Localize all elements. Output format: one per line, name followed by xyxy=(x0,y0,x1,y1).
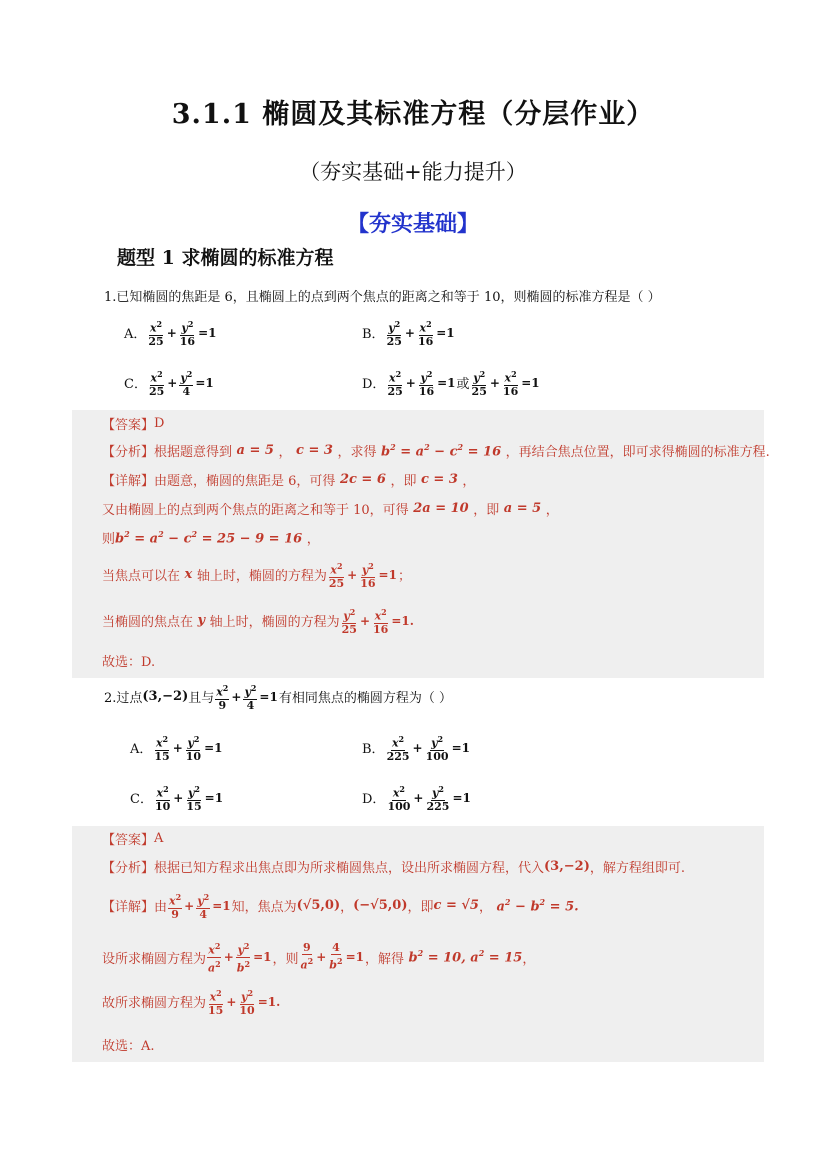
detail-text: 则 xyxy=(102,532,116,547)
fraction: $\frac{x^2}{10}$ xyxy=(154,784,171,813)
detail-text: 轴上时，椭圆的方程为 xyxy=(196,569,327,585)
plus: + xyxy=(166,325,177,340)
page-title: 3.1.1 椭圆及其标准方程（分层作业） xyxy=(171,99,655,130)
math: 2a = 10 xyxy=(408,501,474,516)
page-subtitle: （夯实基础+能力提升） xyxy=(299,160,527,184)
analysis-text: 根据题意得到 xyxy=(154,445,233,460)
fraction: $\frac{x^2}{16}$ xyxy=(373,607,389,636)
plus: + xyxy=(231,689,242,704)
q2-stem xyxy=(104,682,452,712)
fraction: $\frac{9}{a^2}$ xyxy=(300,941,314,972)
analysis-label: 【分析】 xyxy=(102,861,155,876)
analysis-text: 根据已知方程求出焦点即为所求椭圆焦点，设出所求椭圆方程，代入 xyxy=(154,861,545,876)
fraction: $\frac{x^2}{25}$ xyxy=(148,319,164,348)
option-label: D． xyxy=(362,377,386,393)
plus: + xyxy=(184,898,195,913)
math: y xyxy=(193,613,210,629)
math: a = 5 xyxy=(232,443,279,458)
plus: + xyxy=(412,740,423,755)
equals-one: =1 xyxy=(204,790,224,805)
q1-detail-line1: 【详解】 由题意，椭圆的焦距是 6，可得 2c = 6 ，即 c = 3 ， xyxy=(102,472,476,489)
plus: + xyxy=(413,790,424,805)
fraction: $\frac{y^2}{16}$ xyxy=(179,319,196,348)
equals-one: =1 xyxy=(253,950,272,965)
fraction: $\frac{y^2}{25}$ xyxy=(386,319,402,348)
detail-label: 【详解】 xyxy=(102,900,155,916)
q1-detail-line4: 当焦点可以在 x 轴上时，椭圆的方程为 $\frac{x^2}{25}$ + $\frac{y^2}{16}$ =1 ； xyxy=(102,561,411,590)
fraction: $\frac{x^2}{100}$ xyxy=(387,784,411,813)
fraction: $\frac{y^2}{16}$ xyxy=(418,369,435,398)
equals-one: =1 xyxy=(378,567,397,582)
detail-text: 轴上时，椭圆的方程为 xyxy=(209,615,340,631)
analysis-text: ，解方程组即可. xyxy=(589,861,685,876)
detail-text: ，即 xyxy=(407,900,434,916)
detail-text: 知，焦点为 xyxy=(231,900,297,916)
math: c = 3 xyxy=(416,472,463,487)
equals-one: =1 xyxy=(437,375,456,390)
equals-one: =1. xyxy=(257,994,281,1009)
q2-stem-text: 且与 xyxy=(188,691,215,707)
equals-one: =1 xyxy=(259,689,278,704)
detail-text: ，即 xyxy=(390,474,417,489)
q2-detail-line1: 【详解】 由 $\frac{x^2}{9}$ + $\frac{y^2}{4}$ =1 知，焦点为 (√5,0) ， (−√5,0) ，即 c = √5 ， $a^2 - b^2 = 5$. xyxy=(102,892,579,921)
q2-option-c[interactable] xyxy=(130,783,224,813)
plus: + xyxy=(223,950,234,965)
fraction: $\frac{x^2}{9}$ xyxy=(216,683,229,712)
plus: + xyxy=(167,375,178,390)
fraction: $\frac{y^2}{100}$ xyxy=(425,734,449,763)
q2-option-b[interactable] xyxy=(362,733,471,763)
q1-answer xyxy=(102,414,164,433)
fraction: $\frac{y^2}{225}$ xyxy=(426,784,450,813)
equals-one: =1 xyxy=(451,740,470,755)
math: $b^2 = a^2 - c^2 = 25 - 9 = 16$ xyxy=(115,528,307,547)
q2-option-d[interactable] xyxy=(362,783,472,813)
fraction: $\frac{x^2}{9}$ xyxy=(169,892,182,921)
answer-label: 【答案】 xyxy=(102,833,155,848)
plus: + xyxy=(489,375,500,390)
fraction: $\frac{x^2}{15}$ xyxy=(154,734,170,763)
q1-option-d[interactable] xyxy=(362,368,541,398)
plus: + xyxy=(172,740,183,755)
q2-detail-line2: 设所求椭圆方程为 $\frac{x^2}{a^2}$ + $\frac{y^2}{b^2}$ =1 ，则 $\frac{9}{a^2}$ + $\frac{4}{b^2}$ =1 ，解得 $b^2 = 10$, $a^2 = 15$ ， xyxy=(102,941,536,975)
fraction: $\frac{x^2}{25}$ xyxy=(148,369,165,398)
fraction: $\frac{y^2}{25}$ xyxy=(471,369,487,398)
detail-text: 设所求椭圆方程为 xyxy=(102,951,207,967)
q1-detail-line3: 则 $b^2 = a^2 - c^2 = 25 - 9 = 16$ ， xyxy=(102,528,320,547)
fraction: $\frac{y^2}{4}$ xyxy=(244,683,257,712)
equals-one: =1 xyxy=(195,375,214,390)
answer-value: D xyxy=(154,416,165,431)
answer-label: 【答案】 xyxy=(102,418,155,433)
equals-one: =1 xyxy=(204,740,223,755)
question-type-heading: 题型 1 求椭圆的标准方程 xyxy=(117,247,334,269)
q1-detail-line5 xyxy=(102,606,415,636)
math: $b^2 = a^2 - c^2 = 16$ xyxy=(376,441,506,460)
analysis-text: ，求得 xyxy=(337,445,377,460)
q2-stem-text: 有相同焦点的椭圆方程为（ ） xyxy=(278,691,452,707)
detail-text: 由题意，椭圆的焦距是 6，可得 xyxy=(154,474,336,489)
fraction: $\frac{y^2}{4}$ xyxy=(197,892,210,921)
q2-detail-line3 xyxy=(102,987,281,1017)
option-label: B． xyxy=(362,742,385,758)
math: c = 3 xyxy=(291,443,338,458)
fraction: $\frac{x^2}{225}$ xyxy=(386,734,410,763)
plus: + xyxy=(173,790,184,805)
plus: + xyxy=(226,994,237,1009)
q1-option-c[interactable] xyxy=(124,368,215,398)
equals-one: =1 xyxy=(452,790,471,805)
fraction: $\frac{y^2}{10}$ xyxy=(185,734,202,763)
answer-value: A xyxy=(154,831,164,846)
option-label: B． xyxy=(362,327,385,343)
option-label: D． xyxy=(362,792,386,808)
detail-text: 由 xyxy=(154,900,168,916)
fraction: $\frac{x^2}{15}$ xyxy=(208,988,224,1017)
math: 2c = 6 xyxy=(335,472,391,487)
math: a = 5 xyxy=(499,501,546,516)
fraction: $\frac{4}{b^2}$ xyxy=(329,941,343,972)
q1-option-b[interactable] xyxy=(362,318,456,348)
option-label: A． xyxy=(124,327,147,343)
detail-text: ，解得 xyxy=(364,951,404,967)
fraction: $\frac{y^2}{4}$ xyxy=(180,369,193,398)
or-text: 或 xyxy=(456,377,470,393)
fraction: $\frac{y^2}{25}$ xyxy=(341,607,357,636)
q1-stem: 1.已知椭圆的焦距是 6，且椭圆上的点到两个焦点的距离之和等于 10，则椭圆的标准方程是（ ） xyxy=(104,290,661,305)
fraction: $\frac{x^2}{25}$ xyxy=(328,561,345,590)
equals-one: =1 xyxy=(212,898,231,913)
detail-label: 【详解】 xyxy=(102,474,155,489)
equals-one: =1 xyxy=(345,950,364,965)
q2-answer xyxy=(102,829,163,848)
fraction: $\frac{x^2}{16}$ xyxy=(417,319,434,348)
fraction: $\frac{y^2}{10}$ xyxy=(239,988,255,1017)
option-label: C． xyxy=(130,792,153,808)
plus: + xyxy=(347,567,358,582)
math: c = √5 xyxy=(433,898,479,914)
fraction: $\frac{y^2}{b^2}$ xyxy=(236,941,251,975)
point: (3,−2) xyxy=(142,689,189,705)
point: (3,−2) xyxy=(544,859,590,874)
detail-text: 故所求椭圆方程为 xyxy=(102,996,207,1012)
detail-text: 又由椭圆上的点到两个焦点的距离之和等于 10，可得 xyxy=(102,503,409,518)
q1-choose: 故选：D. xyxy=(102,655,156,670)
option-label: C． xyxy=(124,377,147,393)
fraction: $\frac{x^2}{16}$ xyxy=(502,369,519,398)
detail-text: 当椭圆的焦点在 xyxy=(102,615,194,631)
detail-text: ，则 xyxy=(272,951,299,967)
equals-one: =1. xyxy=(391,613,414,628)
plus: + xyxy=(316,950,327,965)
q1-analysis: 【分析】 根据题意得到 a = 5 ， c = 3 ，求得 $b^2 = a^2 - c^2 = 16$ ，再结合焦点位置，即可求得椭圆的标准方程. xyxy=(102,441,770,460)
point: (−√5,0) xyxy=(353,898,408,914)
plus: + xyxy=(359,613,371,628)
detail-text: 当焦点可以在 xyxy=(102,569,181,585)
fraction: $\frac{y^2}{16}$ xyxy=(360,561,376,590)
math: x xyxy=(180,567,197,583)
q2-analysis xyxy=(102,857,685,876)
option-label: A． xyxy=(130,742,153,758)
analysis-text: ，再结合焦点位置，即可求得椭圆的标准方程. xyxy=(505,445,770,460)
fraction: $\frac{y^2}{15}$ xyxy=(186,784,202,813)
detail-text: ，即 xyxy=(473,503,500,518)
section-heading: 【夯实基础】 xyxy=(346,211,479,237)
analysis-label: 【分析】 xyxy=(102,445,155,460)
point: (√5,0) xyxy=(296,898,341,914)
equals-one: =1 xyxy=(521,375,540,390)
plus: + xyxy=(405,375,416,390)
equals-one: =1 xyxy=(436,325,455,340)
plus: + xyxy=(404,325,415,340)
math: $a^2 - b^2 = 5$. xyxy=(491,897,579,915)
q1-detail-line2: 又由椭圆上的点到两个焦点的距离之和等于 10，可得 2a = 10 ，即 a = 5 ， xyxy=(102,501,559,518)
q2-choose: 故选：A. xyxy=(102,1039,155,1054)
q2-stem-text: 2.过点 xyxy=(104,691,143,707)
q2-option-a[interactable] xyxy=(130,733,223,763)
equals-one: =1 xyxy=(198,325,217,340)
q1-option-a[interactable] xyxy=(124,318,217,348)
math: $b^2 = 10$, $a^2 = 15$ xyxy=(403,948,523,966)
fraction: $\frac{x^2}{25}$ xyxy=(387,369,403,398)
fraction: $\frac{x^2}{a^2}$ xyxy=(208,941,221,975)
